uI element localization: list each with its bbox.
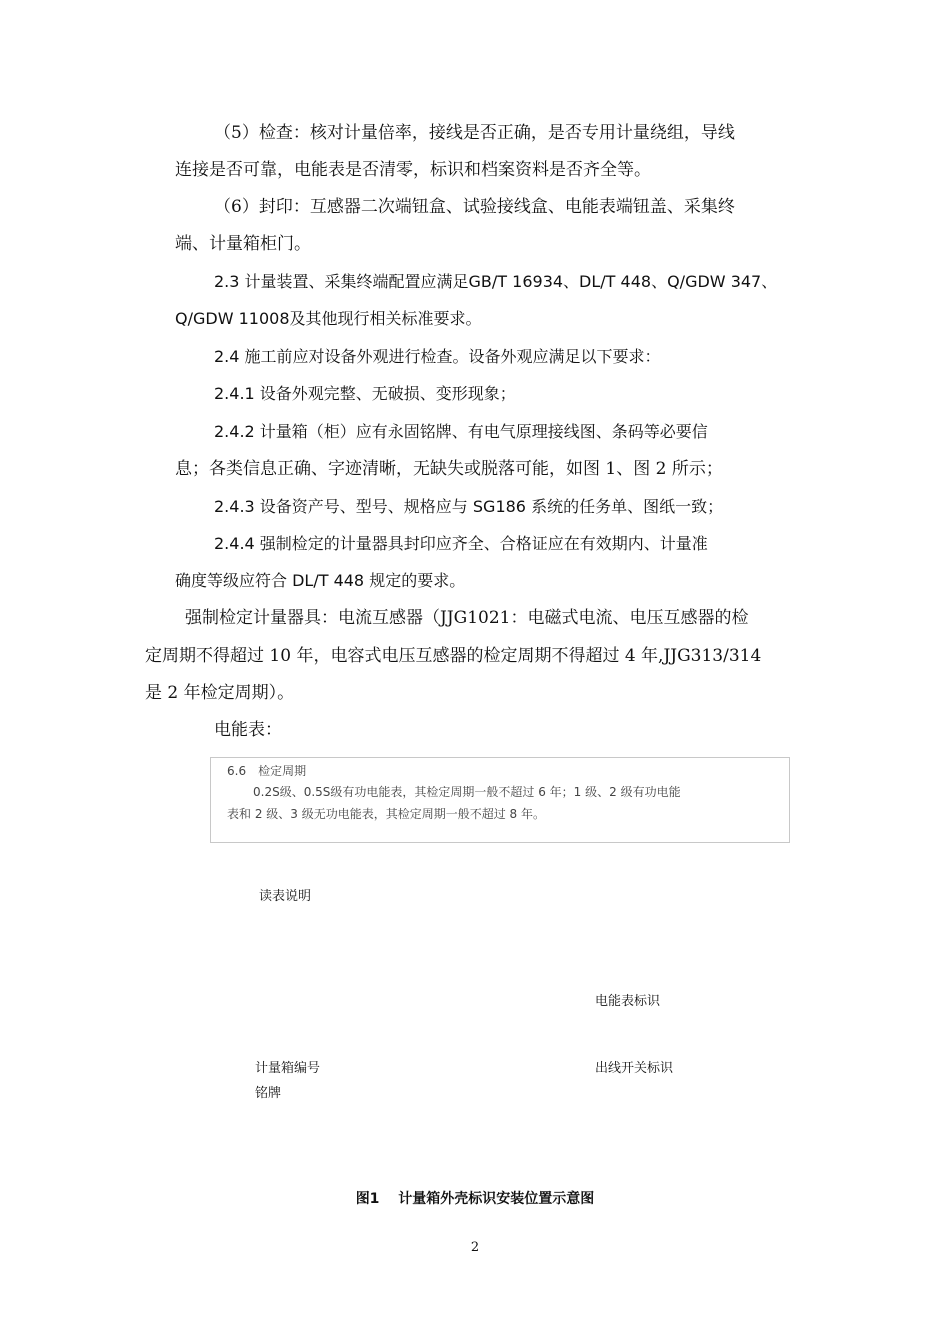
box-number-label: 计量箱编号 <box>255 1061 321 1076</box>
para-line: 2.4.4 强制检定的计量器具封印应齐全、合格证应在有效期内、计量准 <box>214 534 708 553</box>
para-line: 定周期不得超过 10 年，电容式电压互感器的检定周期不得超过 4 年,JJG313/314 <box>145 646 762 666</box>
para-line: 端、计量箱柜门。 <box>175 234 311 254</box>
standard-excerpt-image <box>210 757 790 843</box>
para-line: （5）检查：核对计量倍率，接线是否正确，是否专用计量绕组，导线 <box>214 123 735 143</box>
excerpt-line: 表和 2 级、3 级无功电能表，其检定周期一般不超过 8 年。 <box>227 807 545 821</box>
para-line: 电能表： <box>214 720 282 740</box>
excerpt-line: 0.2S级、0.5S级有功电能表，其检定周期一般不超过 6 年；1 级、2 级有功电能 <box>253 785 681 799</box>
para-line: 确度等级应符合 DL/T 448 规定的要求。 <box>175 571 466 590</box>
para-line: 强制检定计量器具：电流互感器（JJG1021：电磁式电流、电压互感器的检 <box>185 608 749 628</box>
para-line: 连接是否可靠，电能表是否清零，标识和档案资料是否齐全等。 <box>175 160 651 180</box>
para-line: 2.4.2 计量箱（柜）应有永固铭牌、有电气原理接线图、条码等必要信 <box>214 422 708 441</box>
figure-caption: 图1 计量箱外壳标识安装位置示意图 <box>355 1191 595 1207</box>
excerpt-heading: 6.6 检定周期 <box>227 764 307 778</box>
para-line: （6）封印：互感器二次端钮盒、试验接线盒、电能表端钮盖、采集终 <box>214 197 735 217</box>
para-line: 2.4 施工前应对设备外观进行检查。设备外观应满足以下要求： <box>214 347 661 366</box>
para-line: 息；各类信息正确、字迹清晰，无缺失或脱落可能，如图 1、图 2 所示； <box>175 459 723 479</box>
para-line: 2.3 计量装置、采集终端配置应满足GB/T 16934、DL/T 448、Q/GDW 347、 <box>214 272 778 291</box>
para-line: Q/GDW 11008及其他现行相关标准要求。 <box>175 309 482 328</box>
meter-label: 电能表标识 <box>595 994 661 1009</box>
para-line: 是 2 年检定周期）。 <box>145 683 295 703</box>
para-line: 2.4.1 设备外观完整、无破损、变形现象； <box>214 384 516 403</box>
para-line: 2.4.3 设备资产号、型号、规格应与 SG186 系统的任务单、图纸一致； <box>214 497 724 516</box>
nameplate-label: 铭牌 <box>255 1086 282 1101</box>
outlet-switch-label: 出线开关标识 <box>595 1061 674 1076</box>
page-number: 2 <box>470 1240 480 1255</box>
reading-note-label: 读表说明 <box>259 889 312 904</box>
